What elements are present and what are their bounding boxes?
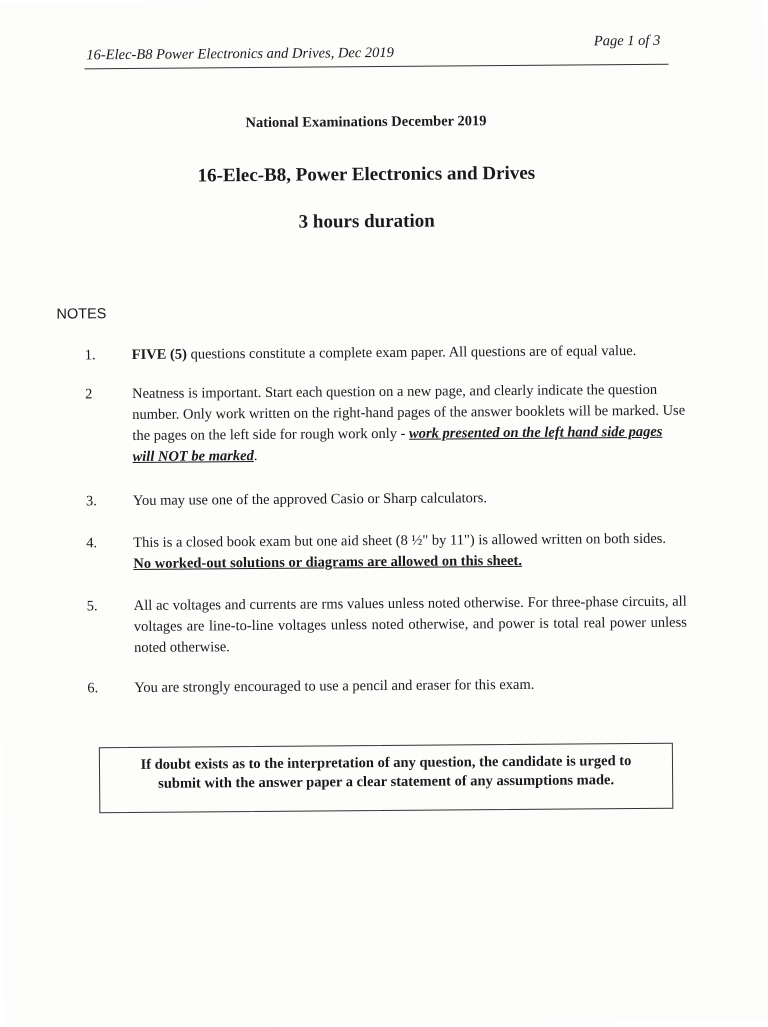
exam-duration: 3 hours duration xyxy=(298,210,435,233)
notes-heading: NOTES xyxy=(56,306,107,323)
note-number: 1. xyxy=(84,347,96,364)
assumptions-notice-box xyxy=(99,743,674,814)
note-number: 2 xyxy=(85,386,93,403)
note-number: 3. xyxy=(85,493,97,510)
header-page-number: Page 1 of 3 xyxy=(593,32,661,50)
page-header xyxy=(84,34,668,70)
note-number: 4. xyxy=(86,535,98,552)
note-text: All ac voltages and currents are rms values unless noted otherwise. For three-phase circuits, all voltages are line-to-line voltages unless noted otherwise, and power is total real power unless noted otherwise. xyxy=(133,593,687,656)
note-body: Neatness is important. Start each question on a new page, and clearly indicate the question number. Only work written on the right-hand pages of the answer booklets will be marked. Use the pages on the left side for rough work only - xyxy=(132,381,686,444)
exam-title: 16-Elec-B8, Power Electronics and Drives xyxy=(197,162,536,187)
note-5 xyxy=(87,592,687,660)
note-1 xyxy=(85,341,685,367)
note-text xyxy=(132,341,685,366)
note-body: This is a closed book exam but one aid sheet (8 ½" by 11") is allowed written on both sides. xyxy=(133,530,667,551)
note-text xyxy=(133,529,686,575)
note-4 xyxy=(86,529,686,576)
note-bold-lead: FIVE (5) xyxy=(131,346,188,363)
note-number: 5. xyxy=(86,598,98,615)
exam-session: National Examinations December 2019 xyxy=(245,113,487,132)
note-text xyxy=(132,380,686,468)
notice-line-2: submit with the answer paper a clear statement of any assumptions made. xyxy=(158,772,615,792)
notice-line-1: If doubt exists as to the interpretation of any question, the candidate is urged to xyxy=(140,753,632,773)
note-text: You are strongly encouraged to use a pencil and eraser for this exam. xyxy=(134,676,535,696)
header-course-label: 16-Elec-B8 Power Electronics and Drives, Dec 2019 xyxy=(86,44,394,64)
note-3 xyxy=(86,487,686,513)
note-body: questions constitute a complete exam paper. All questions are of equal value. xyxy=(186,343,637,363)
note-emphasis: No worked-out solutions or diagrams are allowed on this sheet. xyxy=(133,552,523,572)
note-2 xyxy=(85,380,686,469)
note-tail: . xyxy=(253,447,258,465)
note-emphasis: work presented on the left hand side pages will NOT be marked xyxy=(132,423,663,465)
note-6 xyxy=(87,674,687,700)
note-number: 6. xyxy=(87,680,99,697)
note-text: You may use one of the approved Casio or Sharp calculators. xyxy=(132,490,488,509)
